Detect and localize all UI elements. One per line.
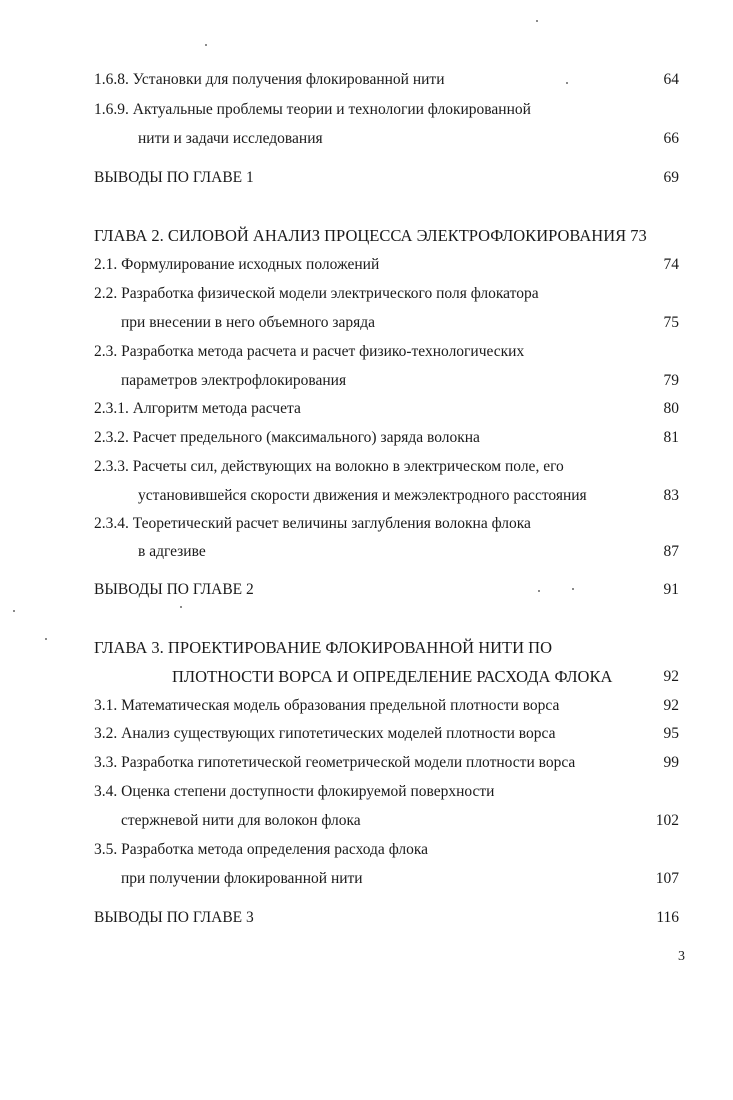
- toc-entry-3-5: 3.5. Разработка метода определения расхода флока: [94, 841, 429, 858]
- scan-speck: [180, 606, 182, 608]
- toc-entry-3-3: 3.3. Разработка гипотетической геометрической модели плотности ворса: [94, 754, 576, 771]
- toc-entry-3-1: 3.1. Математическая модель образования предельной плотности ворса: [94, 697, 560, 714]
- toc-entry-2-3: 2.3. Разработка метода расчета и расчет физико-технологических: [94, 343, 525, 360]
- toc-entry-2-2-continued: при внесении в него объемного заряда: [121, 314, 376, 331]
- toc-entry-2-3-4-continued: в адгезиве: [138, 543, 206, 560]
- toc-page-number: 69: [663, 169, 679, 186]
- toc-page-number: 116: [656, 909, 679, 926]
- toc-conclusions-chapter-3: ВЫВОДЫ ПО ГЛАВЕ 3: [94, 909, 254, 926]
- toc-entry-2-3-3-continued: установившейся скорости движения и межэлектродного расстояния: [138, 487, 587, 504]
- toc-page-number: 81: [663, 429, 679, 446]
- toc-page-number: 95: [663, 725, 679, 742]
- toc-entry-3-5-continued: при получении флокированной нити: [121, 870, 363, 887]
- toc-chapter-2-heading: ГЛАВА 2. СИЛОВОЙ АНАЛИЗ ПРОЦЕССА ЭЛЕКТРОФЛОКИРОВАНИЯ 73: [94, 226, 647, 245]
- scan-speck: [536, 20, 538, 22]
- toc-page-number: 87: [663, 543, 679, 560]
- toc-entry-3-2: 3.2. Анализ существующих гипотетических моделей плотности ворса: [94, 725, 556, 742]
- toc-conclusions-chapter-2: ВЫВОДЫ ПО ГЛАВЕ 2: [94, 581, 254, 598]
- toc-page-number: 75: [663, 314, 679, 331]
- toc-entry-2-2: 2.2. Разработка физической модели электрического поля флокатора: [94, 285, 539, 302]
- scan-speck: [538, 590, 540, 592]
- toc-page-number: 102: [655, 812, 679, 829]
- toc-entry-2-3-4: 2.3.4. Теоретический расчет величины заглубления волокна флока: [94, 515, 531, 532]
- toc-page-number: 83: [663, 487, 679, 504]
- toc-entry-2-3-3: 2.3.3. Расчеты сил, действующих на волокно в электрическом поле, его: [94, 458, 564, 475]
- toc-page-number: 79: [663, 372, 679, 389]
- toc-page-number: 92: [663, 697, 679, 714]
- toc-entry-1-6-9: 1.6.9. Актуальные проблемы теории и технологии флокированной: [94, 101, 531, 118]
- scan-speck: [205, 44, 207, 46]
- toc-page-number: 99: [663, 754, 679, 771]
- toc-page-number: 92: [663, 668, 679, 685]
- toc-page-number: 66: [663, 130, 679, 147]
- toc-entry-2-3-1: 2.3.1. Алгоритм метода расчета: [94, 400, 301, 417]
- toc-chapter-3-heading-continued: ПЛОТНОСТИ ВОРСА И ОПРЕДЕЛЕНИЕ РАСХОДА ФЛОКА: [172, 667, 613, 686]
- toc-conclusions-chapter-1: ВЫВОДЫ ПО ГЛАВЕ 1: [94, 169, 254, 186]
- scan-speck: [13, 610, 15, 612]
- scan-speck: [45, 638, 47, 640]
- scan-speck: [572, 588, 574, 590]
- toc-entry-2-1: 2.1. Формулирование исходных положений: [94, 256, 380, 273]
- toc-entry-3-4: 3.4. Оценка степени доступности флокируемой поверхности: [94, 783, 495, 800]
- scan-speck: [566, 82, 568, 84]
- toc-entry-2-3-continued: параметров электрофлокирования: [121, 372, 347, 389]
- toc-page-number: 91: [663, 581, 679, 598]
- toc-entry-3-4-continued: стержневой нити для волокон флока: [121, 812, 361, 829]
- toc-page-number: 64: [663, 71, 679, 88]
- toc-entry-1-6-9-continued: нити и задачи исследования: [138, 130, 323, 147]
- toc-page-number: 107: [655, 870, 679, 887]
- toc-page-number: 80: [663, 400, 679, 417]
- toc-chapter-3-heading: ГЛАВА 3. ПРОЕКТИРОВАНИЕ ФЛОКИРОВАННОЙ НИТИ ПО: [94, 638, 552, 657]
- toc-page-number: 74: [663, 256, 679, 273]
- toc-entry-1-6-8: 1.6.8. Установки для получения флокированной нити: [94, 71, 445, 88]
- page-number: 3: [678, 949, 685, 964]
- toc-entry-2-3-2: 2.3.2. Расчет предельного (максимального) заряда волокна: [94, 429, 480, 446]
